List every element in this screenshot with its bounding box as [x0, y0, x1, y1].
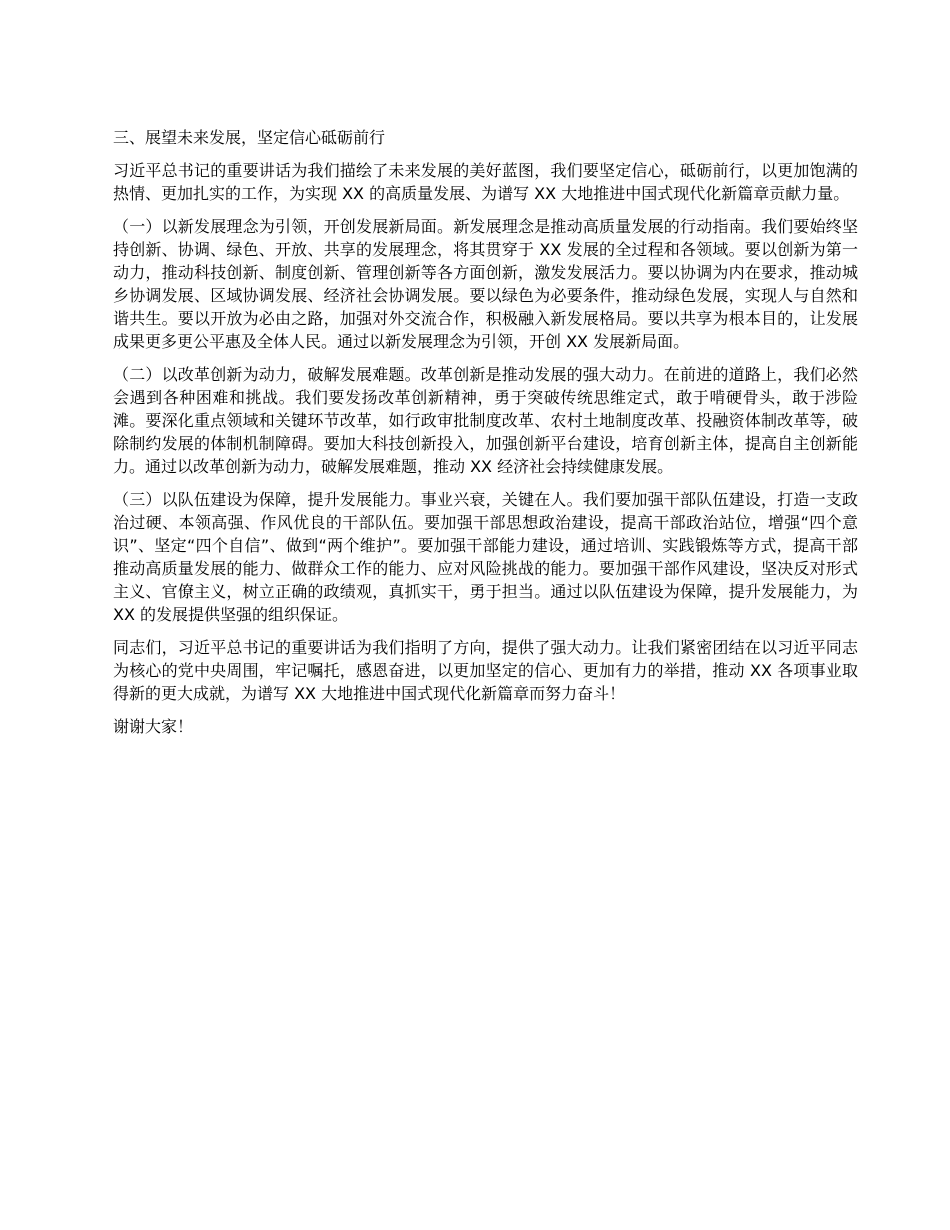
- paragraph-reform-innovation: （二）以改革创新为动力，破解发展难题。改革创新是推动发展的强大动力。在前进的道路上，我们必然会遇到各种困难和挑战。我们要发扬改革创新精神，勇于突破传统思维定式，敢于啃硬骨头，敢于涉险滩。要深化重点领域和关键环节改革，如行政审批制度改革、农村土地制度改革、投融资体制改革等，破除制约发展的体制机制障碍。要加大科技创新投入，加强创新平台建设，培育创新主体，提高自主创新能力。通过以改革创新为动力，破解发展难题，推动 XX 经济社会持续健康发展。: [113, 365, 858, 476]
- intro-paragraph: 习近平总书记的重要讲话为我们描绘了未来发展的美好蓝图，我们要坚定信心，砥砺前行，以更加饱满的热情、更加扎实的工作，为实现 XX 的高质量发展、为谱写 XX 大地推进中国式现代化新篇章贡献力量。: [113, 161, 858, 203]
- closing-remark: 谢谢大家！: [113, 717, 194, 736]
- section-heading: 三、展望未来发展，坚定信心砥砺前行: [113, 128, 386, 147]
- conclusion-paragraph: 同志们，习近平总书记的重要讲话为我们指明了方向，提供了强大动力。让我们紧密团结在以习近平同志为核心的党中央周围，牢记嘱托，感恩奋进，以更加坚定的信心、更加有力的举措，推动 XX 各项事业取得新的更大成就，为谱写 XX 大地推进中国式现代化新篇章而努力奋斗！: [113, 638, 858, 703]
- document-body: [113, 126, 858, 738]
- paragraph-new-development-concept: （一）以新发展理念为引领，开创发展新局面。新发展理念是推动高质量发展的行动指南。我们要始终坚持创新、协调、绿色、开放、共享的发展理念，将其贯穿于 XX 发展的全过程和各领域。要以创新为第一动力，推动科技创新、制度创新、管理创新等各方面创新，激发发展活力。要以协调为内在要求，推动城乡协调发展、区域协调发展、经济社会协调发展。要以绿色为必要条件，推动绿色发展，实现人与自然和谐共生。要以开放为必由之路，加强对外交流合作，积极融入新发展格局。要以共享为根本目的，让发展成果更多更公平惠及全体人民。通过以新发展理念为引领，开创 XX 发展新局面。: [113, 217, 858, 351]
- paragraph-team-building: （三）以队伍建设为保障，提升发展能力。事业兴衰，关键在人。我们要加强干部队伍建设，打造一支政治过硬、本领高强、作风优良的干部队伍。要加强干部思想政治建设，提高干部政治站位，增强“四个意识”、坚定“四个自信”、做到“两个维护”。要加强干部能力建设，通过培训、实践锻炼等方式，提高干部推动高质量发展的能力、做群众工作的能力、应对风险挑战的能力。要加强干部作风建设，坚决反对形式主义、官僚主义，树立正确的政绩观，真抓实干，勇于担当。通过以队伍建设为保障，提升发展能力，为 XX 的发展提供坚强的组织保证。: [113, 490, 858, 624]
